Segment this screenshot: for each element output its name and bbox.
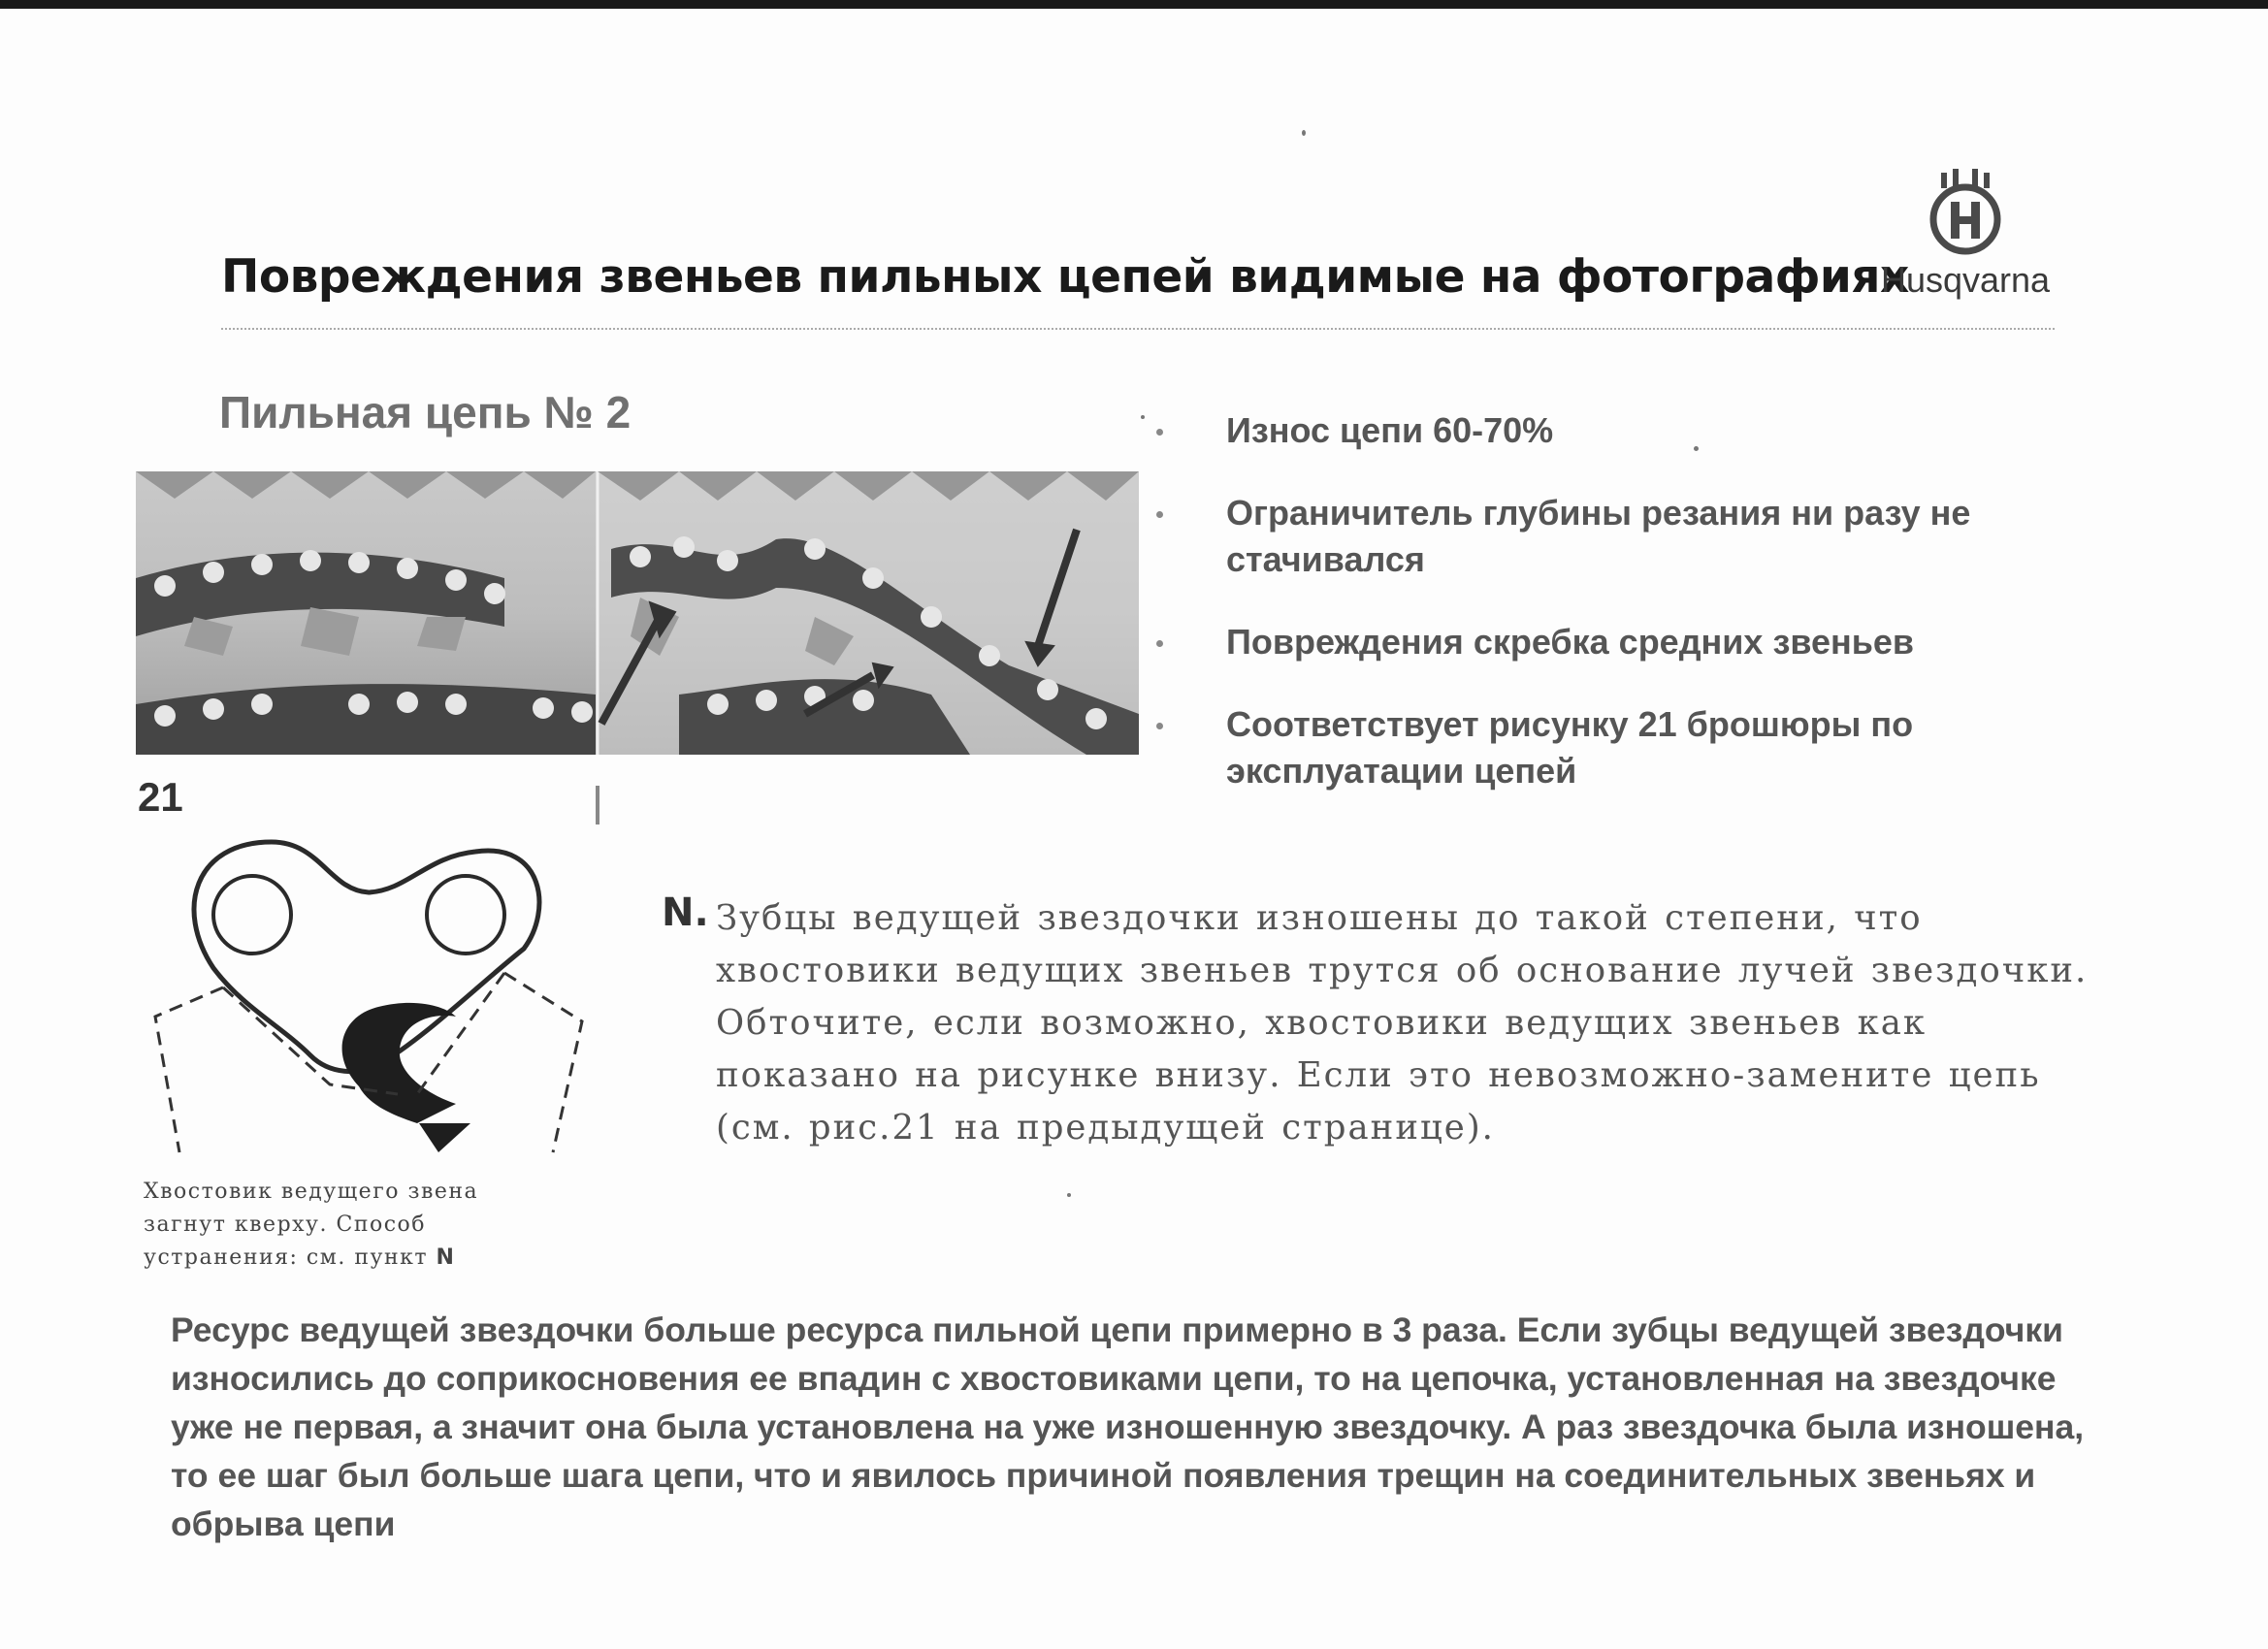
bullet-dot-icon [1156,640,1163,647]
bullet-item [1156,490,2049,583]
scan-speck [1141,415,1145,419]
scan-speck [1694,446,1699,451]
bullet-list [1156,407,2049,830]
section-title: Пильная цепь № 2 [219,387,632,437]
caption-text: Хвостовик ведущего звена загнут кверху. Способ устранения: см. пункт [144,1180,479,1270]
scan-speck [1067,1193,1071,1197]
figure-number: 21 [138,774,183,820]
bullet-text: Соответствует рисунку 21 брошюры по эксплуатации цепей [1226,704,1914,791]
header-rule [221,328,2055,330]
scan-speck [1302,130,1306,136]
drive-link-diagram [136,832,601,1181]
page-title: Повреждения звеньев пильных цепей видимые на фотографиях [221,250,1909,304]
bullet-item [1156,701,2049,794]
bullet-item [1156,619,2049,665]
figure-caption [144,1176,561,1275]
chain-photo [136,471,1139,755]
bullet-dot-icon [1156,429,1163,436]
bullet-text: Повреждения скребка средних звеньев [1226,622,1915,662]
brand-name: Husqvarna [1880,260,2051,300]
bullet-dot-icon [1156,723,1163,729]
husqvarna-logo [1868,165,2062,310]
bullet-dot-icon [1156,511,1163,518]
note-text: Зубцы ведущей звездочки изношены до такой степени, что хвостовики ведущих звеньев трутся об основание лучей звездочки. Обточите, если возможно, хвостовики ведущих звеньев как показано на рисунке внизу. Если это невозможно-замените цепь (см. рис.21 на предыдущей странице). [716,898,2089,1148]
scan-top-border [0,0,2268,9]
note-marker: N. [662,890,709,935]
bullet-text: Износ цепи 60-70% [1226,410,1554,450]
bullet-item [1156,407,2049,454]
scan-mark [596,786,599,824]
crown-h-icon [1868,165,2062,262]
summary-paragraph: Ресурс ведущей звездочки больше ресурса пильной цепи примерно в 3 раза. Если зубцы ведущей звездочки износились до соприкосновения ее впадин с хвостовиками цепи, то на цепочка, установленная на звездочке уже не первая, а значит она была установлена на уже изношенную звездочку. А раз звездочка была изношена, то ее шаг был больше шага цепи, что и явилось причиной появления трещин на соединительных звеньях и обрыва цепи [171,1310,2085,1543]
caption-ref: N [436,1245,454,1270]
bullet-text: Ограничитель глубины резания ни разу не стачивался [1226,493,1971,579]
